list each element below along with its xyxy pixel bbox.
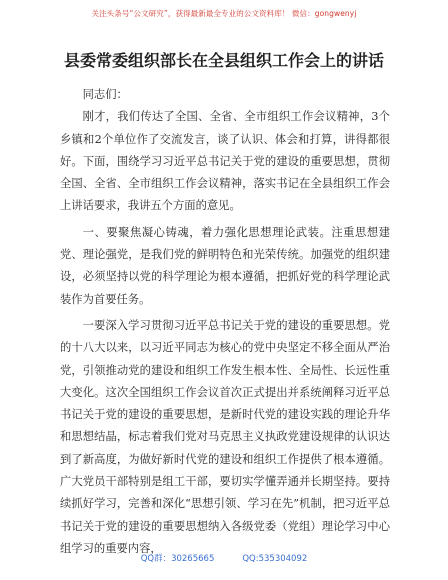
paragraph-1: 刚才，我们传达了全国、全省、全市组织工作会议精神，3个乡镇和2个单位作了交流发言，谈了认识、体会和打算，讲得都很好。下面，围绕学习习近平总书记关于党的建设的重要思想，贯彻全国、全省、全市组织工作会议精神，落实书记在全县组织工作会上讲话要求，我讲五个方面的意见。	[60, 110, 390, 213]
document-title: 县委常委组织部长在全县组织工作会上的讲话	[63, 51, 384, 70]
paragraph-3: 一要深入学习贯彻习近平总书记关于党的建设的重要思想。党的十八大以来，以习近平同志为核心的党中央坚定不移全面从严治党，引领推动党的建设和组织工作发生根本性、全局性、长远性重大变化。这次全国组织工作会议首次正式提出并系统阐释习近平总书记关于党的建设的重要思想，是新时代党的建设实践的理论升华和思想结晶，标志着我们党对马克思主义执政党建设规律的认识达到了新高度，为做好新时代党的建设和组织工作提供了根本遵循。广大党员干部特别是组工干部，要切实学懂弄通并长期坚持。要持续抓好学习，完善和深化“思想引领、学习在先”机制，把习近平总书记关于党的建设的重要思想纳入各级党委（党组）理论学习中心组学习的重要内容，	[60, 318, 390, 555]
greeting: 同志们：	[82, 88, 128, 101]
paragraph-2: 一、要聚焦凝心铸魂，着力强化思想理论武装。注重思想建党、理论强党，是我们党的鲜明特色和光荣传统。加强党的组织建设，必须坚持以党的科学理论为根本遵循，把抓好党的科学理论武装作为首要任务。	[60, 225, 390, 306]
header-banner: 关注头条号“公文研究”，获得最新最全专业的公文资料库！ 微信：gongwenyj	[91, 9, 357, 18]
footer-contact	[0, 552, 448, 564]
document-body	[60, 84, 390, 560]
footer-qq-group: QQ群：30265665	[140, 554, 215, 564]
footer-qq: QQ:535304092	[242, 554, 308, 564]
